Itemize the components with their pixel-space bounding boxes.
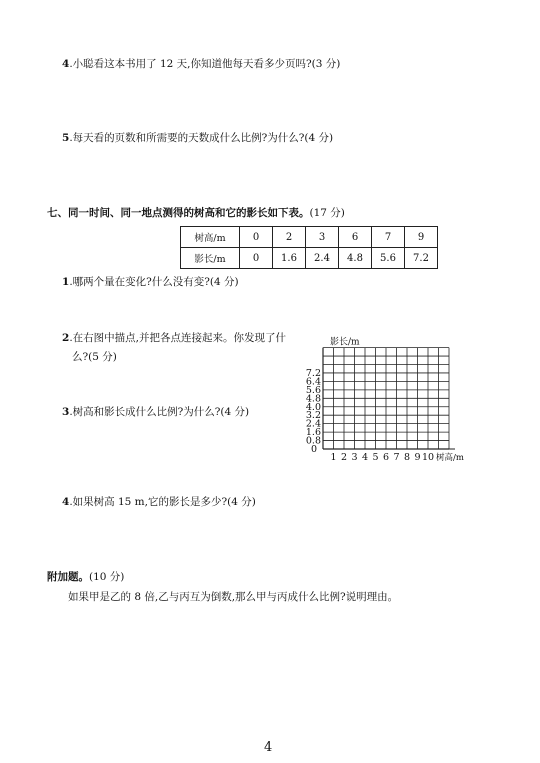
table-cell: 7.2 bbox=[405, 248, 438, 269]
table-cell: 3 bbox=[306, 227, 339, 248]
table-row bbox=[181, 227, 438, 248]
x-tick-label: 6 bbox=[382, 452, 390, 463]
x-tick-label: 8 bbox=[403, 452, 411, 463]
x-tick-label: 1 bbox=[330, 452, 337, 463]
table-cell: 4.8 bbox=[339, 248, 372, 269]
question-text-line1: .在右图中描点,并把各点连接起来。你发现了什 bbox=[69, 332, 286, 344]
y-tick-label: 3.2 bbox=[305, 410, 321, 422]
x-tick-label: 7 bbox=[393, 452, 400, 463]
y-tick-label: 4.8 bbox=[305, 393, 321, 405]
tree-shadow-table bbox=[180, 226, 438, 269]
y-tick-label: 7.2 bbox=[305, 367, 321, 379]
question-text: .树高和影长成什么比例?为什么?(4 分) bbox=[69, 406, 250, 418]
section-7-question-1 bbox=[62, 274, 239, 289]
x-tick-label: 10 bbox=[421, 452, 435, 463]
section-7-title bbox=[47, 205, 345, 220]
question-number: 4 bbox=[62, 58, 70, 70]
y-tick-label: 2.4 bbox=[305, 418, 321, 430]
y-tick-label: 1.6 bbox=[305, 427, 321, 439]
question-number: 1 bbox=[62, 276, 70, 288]
table-cell: 0 bbox=[240, 227, 273, 248]
section-score: (17 分) bbox=[309, 207, 345, 219]
question-number: 5 bbox=[62, 132, 70, 144]
question-text: .如果树高 15 m,它的影长是多少?(4 分) bbox=[69, 496, 256, 508]
question-number: 2 bbox=[62, 332, 70, 344]
row-header: 影长/m bbox=[181, 248, 240, 269]
table-cell: 0 bbox=[240, 248, 273, 269]
bonus-question-text: 如果甲是乙的 8 倍,乙与丙互为倒数,那么甲与丙成什么比例?说明理由。 bbox=[68, 591, 399, 603]
row-header: 树高/m bbox=[181, 227, 240, 248]
page-number: 4 bbox=[264, 740, 273, 755]
section-7-question-3 bbox=[62, 404, 249, 419]
table-cell: 2.4 bbox=[306, 248, 339, 269]
bonus-title bbox=[47, 569, 124, 584]
table-cell: 1.6 bbox=[273, 248, 306, 269]
question-text: .每天看的页数和所需要的天数成什么比例?为什么?(4 分) bbox=[69, 132, 334, 144]
question-4 bbox=[62, 56, 340, 71]
table-cell: 5.6 bbox=[372, 248, 405, 269]
bonus-question bbox=[68, 589, 398, 604]
x-tick-label: 4 bbox=[361, 452, 369, 463]
y-tick-label: 5.6 bbox=[305, 384, 321, 396]
section-7-question-4 bbox=[62, 494, 256, 509]
x-tick-label: 5 bbox=[372, 452, 379, 463]
question-text: .小聪看这本书用了 12 天,你知道他每天看多少页吗?(3 分) bbox=[69, 58, 341, 70]
bonus-title-text: 附加题。 bbox=[47, 571, 89, 583]
question-5 bbox=[62, 130, 333, 145]
question-text: .哪两个量在变化?什么没有变?(4 分) bbox=[69, 276, 239, 288]
table-cell: 2 bbox=[273, 227, 306, 248]
y-tick-label: 4.0 bbox=[305, 401, 321, 413]
question-number: 4 bbox=[62, 496, 70, 508]
section-7-question-2 bbox=[62, 330, 286, 345]
origin-label: 0 bbox=[310, 444, 317, 455]
question-text-line2: 么?(5 分) bbox=[72, 351, 117, 363]
y-axis-label: 影长/m bbox=[330, 337, 360, 348]
question-number: 3 bbox=[62, 406, 70, 418]
x-tick-label: 2 bbox=[340, 452, 348, 463]
section-7-question-2-cont bbox=[72, 349, 117, 364]
y-tick-label: 0.8 bbox=[305, 435, 321, 447]
table-row bbox=[181, 248, 438, 269]
x-tick-label: 9 bbox=[414, 452, 421, 463]
table-cell: 9 bbox=[405, 227, 438, 248]
x-tick-label: 3 bbox=[351, 452, 358, 463]
section-title-text: 七、同一时间、同一地点测得的树高和它的影长如下表。 bbox=[47, 207, 310, 219]
table-cell: 6 bbox=[339, 227, 372, 248]
x-axis-label: 树高/m bbox=[436, 453, 464, 463]
y-tick-label: 6.4 bbox=[305, 376, 321, 388]
bonus-score: (10 分) bbox=[89, 571, 125, 583]
table-cell: 7 bbox=[372, 227, 405, 248]
